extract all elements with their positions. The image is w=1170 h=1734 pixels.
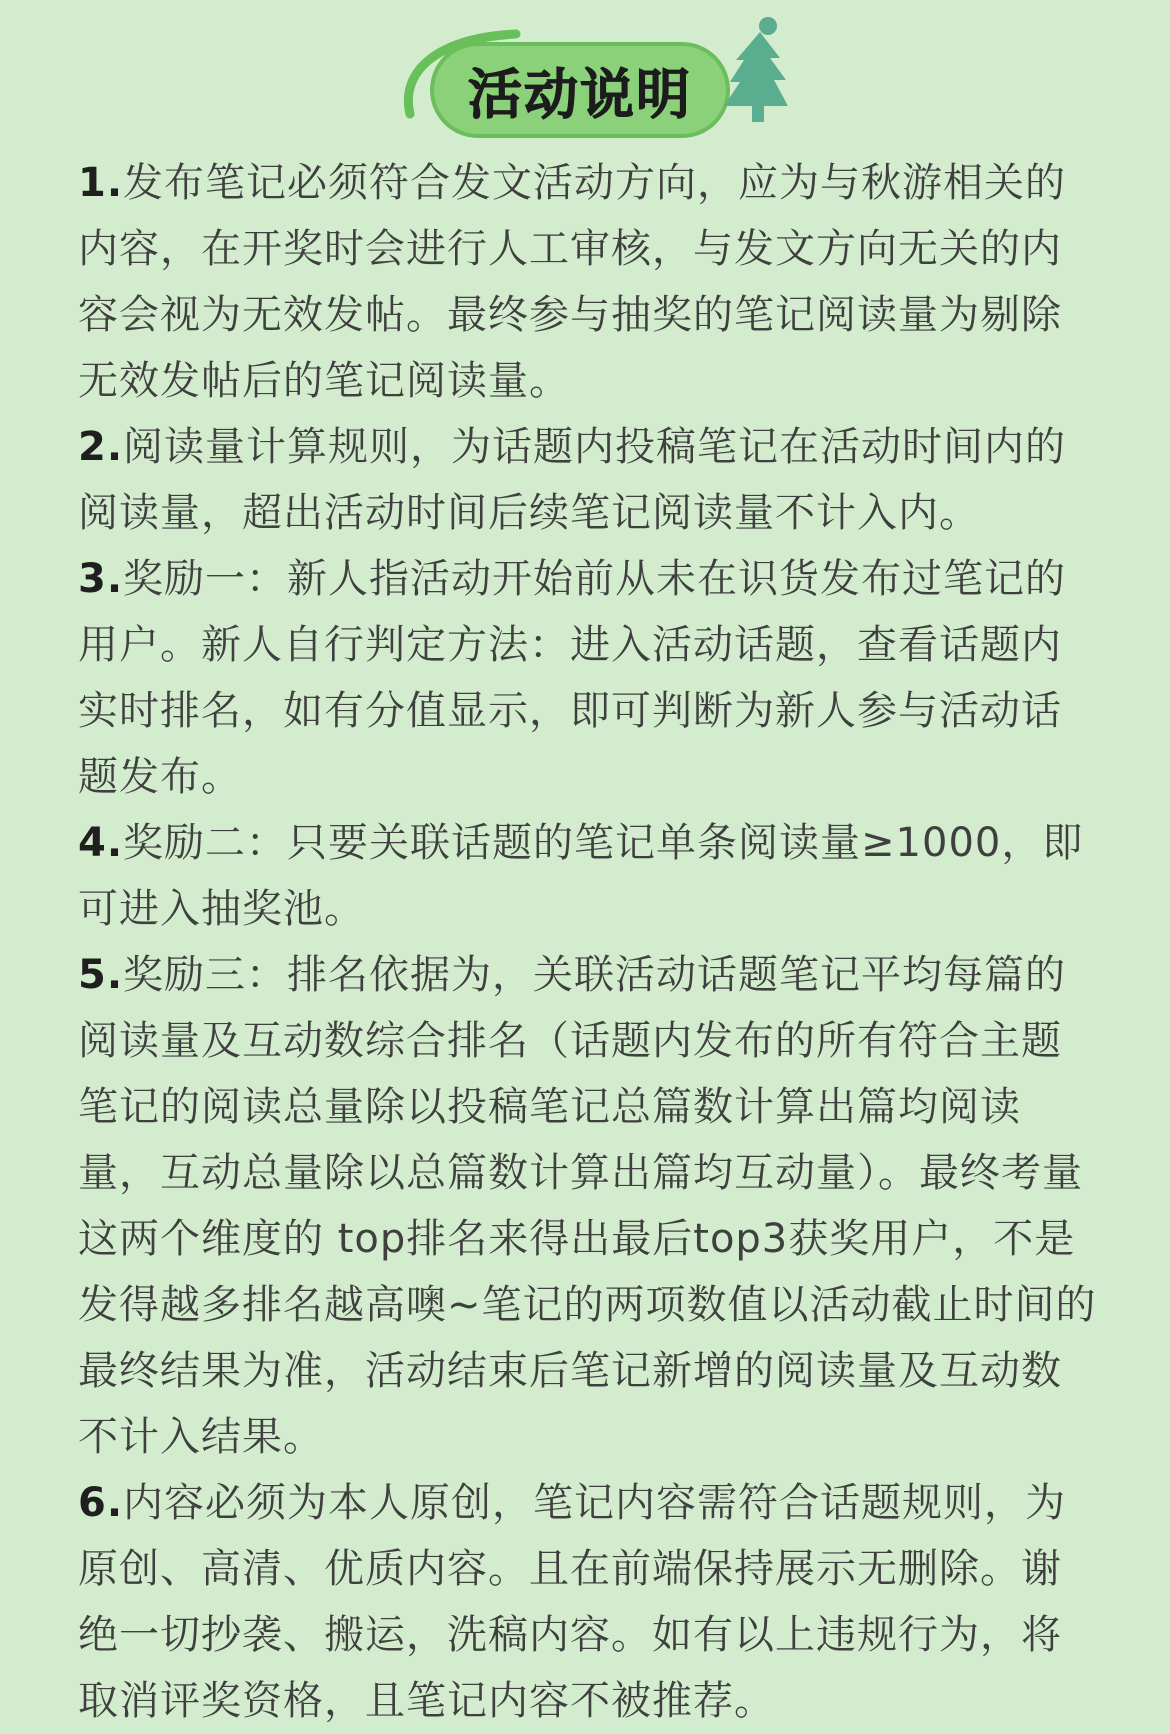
rule-text: 内容必须为本人原创，笔记内容需符合话题规则，为原创、高清、优质内容。且在前端保持展示无删除。谢绝一切抄袭、搬运，洗稿内容。如有以上违规行为，将取消评奖资格，且笔记内容不被推荐。: [78, 1480, 1067, 1724]
rule-item-6: [78, 1470, 1098, 1734]
rule-text: 发布笔记必须符合发文活动方向，应为与秋游相关的内容，在开奖时会进行人工审核，与发文方向无关的内容会视为无效发帖。最终参与抽奖的笔记阅读量为剔除无效发帖后的笔记阅读量。: [78, 160, 1067, 404]
rule-text: 奖励三：排名依据为，关联活动话题笔记平均每篇的阅读量及互动数综合排名（话题内发布的所有符合主题笔记的阅读总量除以投稿笔记总篇数计算出篇均阅读量，互动总量除以总篇数计算出篇均互动量）。最终考量这两个维度的 top排名来得出最后top3获奖用户，不是发得越多排名越高噢~笔记的两项数值以活动截止时间的最终结果为准，活动结束后笔记新增的阅读量及互动数不计入结果。: [78, 952, 1097, 1460]
rule-item-2: [78, 414, 1098, 546]
rule-number: 2.: [78, 424, 124, 470]
rule-number: 6.: [78, 1480, 124, 1526]
rule-text: 阅读量计算规则，为话题内投稿笔记在活动时间内的阅读量，超出活动时间后续笔记阅读量不计入内。: [78, 424, 1067, 536]
rule-number: 3.: [78, 556, 124, 602]
rule-number: 4.: [78, 820, 124, 866]
rule-text: 奖励二：只要关联话题的笔记单条阅读量≥1000，即可进入抽奖池。: [78, 820, 1084, 932]
rule-item-3: [78, 546, 1098, 810]
rules-list: [78, 150, 1098, 1734]
title-area: [0, 0, 1170, 150]
page-title: 活动说明: [468, 62, 692, 126]
rule-item-1: [78, 150, 1098, 414]
rule-text: 奖励一：新人指活动开始前从未在识货发布过笔记的用户。新人自行判定方法：进入活动话题，查看话题内实时排名，如有分值显示，即可判断为新人参与活动话题发布。: [78, 556, 1067, 800]
rule-number: 5.: [78, 952, 124, 998]
title-pill: [430, 42, 730, 138]
rule-item-4: [78, 810, 1098, 942]
tree-icon: [720, 14, 792, 126]
rule-number: 1.: [78, 160, 124, 206]
rule-item-5: [78, 942, 1098, 1470]
